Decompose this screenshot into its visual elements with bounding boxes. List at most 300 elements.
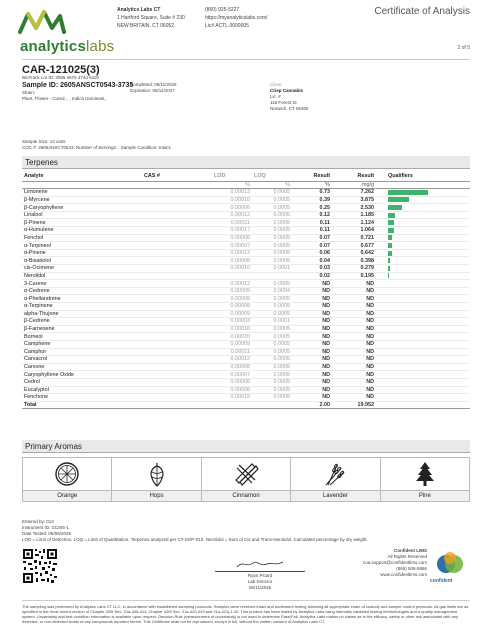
loq-value [252,272,292,280]
col-loq: LOQ [252,172,292,181]
analyte-name: Limonene [22,189,142,197]
analyte-name: Caryophyllene Oxide [22,371,142,379]
analyte-name: α-Terpineol [22,242,142,250]
result-pct: ND [292,378,332,386]
loq-value: 0.0005 [252,333,292,341]
lod-value: 0.00008 [212,257,252,265]
table-row [22,303,470,311]
lod-value: 0.00007 [212,371,252,379]
table-row [22,189,470,197]
qualifier-cell [376,196,470,204]
loq-value: 0.0005 [252,227,292,235]
analyte-name: α-Terpinene [22,303,142,311]
table-row [22,394,470,402]
qualifier-cell [376,348,470,356]
analyte-name: Camphene [22,340,142,348]
cas-number [142,318,212,326]
unit-loq: % [252,181,292,189]
analyte-name: β-Caryophyllene [22,204,142,212]
loq-value: 0.0005 [252,371,292,379]
loq-value: 0.0005 [252,348,292,356]
confident-logo-icon [432,551,468,577]
qr-code-icon[interactable] [22,548,58,584]
lab-contact [205,6,268,30]
biotrack-id: BioTrack Lot ID: 3065 4676 4744 6118 [22,75,99,80]
cas-number [142,196,212,204]
qualifier-cell [376,249,470,257]
lod-value: 0.00012 [212,249,252,257]
table-row [22,356,470,364]
dates-block [130,82,176,94]
qualifier-cell [376,363,470,371]
cas-number [142,280,212,288]
loq-value: 0.0005 [252,310,292,318]
lod-value: 0.00015 [212,394,252,402]
clims-rights: All Rights Reserved [387,554,427,559]
result-mgg: 0.279 [332,265,376,273]
matrix: Plant, Flower - Cured, , , Indica Dominant, [22,96,106,101]
lod-value: 0.00009 [212,310,252,318]
table-row [22,310,470,318]
units-row [22,181,470,189]
col-analyte: Analyte [22,172,142,181]
loq-value: 0.0005 [252,234,292,242]
table-row [22,196,470,204]
lod-value: 0.00020 [212,333,252,341]
analyte-name: β-Farnesene [22,325,142,333]
result-bar [388,251,392,256]
result-pct: 0.73 [292,189,332,197]
table-header-row [22,172,470,181]
result-pct: ND [292,340,332,348]
table-row [22,371,470,379]
result-mgg: ND [332,325,376,333]
cas-number [142,265,212,273]
table-row [22,211,470,219]
table-row [22,227,470,235]
table-row [22,340,470,348]
result-bar [388,190,428,195]
loq-value: 0.0005 [252,211,292,219]
clims-email[interactable]: coa.support@confidentlims.com [362,560,427,565]
result-pct: 0.06 [292,249,332,257]
result-mgg: ND [332,287,376,295]
lod-value: 0.00013 [212,189,252,197]
header-divider [22,59,470,60]
table-row [22,363,470,371]
analytics-labs-logo-icon [18,6,66,36]
loq-value: 0.0005 [252,356,292,364]
table-row [22,378,470,386]
loq-value: 0.0005 [252,196,292,204]
analyte-name: Linalool [22,211,142,219]
table-row [22,348,470,356]
result-mgg: 0.195 [332,272,376,280]
result-mgg: ND [332,310,376,318]
table-row [22,219,470,227]
table-row [22,280,470,288]
cas-number [142,249,212,257]
analyte-name: Nerolidol [22,272,142,280]
table-row [22,287,470,295]
qualifier-cell [376,265,470,273]
result-bar [388,235,392,240]
cas-number [142,356,212,364]
result-pct: ND [292,303,332,311]
result-pct: ND [292,287,332,295]
qualifier-cell [376,303,470,311]
total-pct: 2.00 [292,401,332,409]
lod-value: 0.00010 [212,265,252,273]
lod-value: 0.00008 [212,386,252,394]
analyte-name: β-Pinene [22,219,142,227]
cas-number [142,340,212,348]
terpenes-table [22,172,470,409]
lod-value: 0.00008 [212,363,252,371]
qualifier-cell [376,356,470,364]
entered-by: Entered by: 013 [22,519,54,524]
cas-number [142,348,212,356]
table-row [22,386,470,394]
result-bar [388,197,409,202]
result-pct: ND [292,386,332,394]
result-pct: ND [292,310,332,318]
result-pct: 0.11 [292,219,332,227]
strain-block [22,90,106,102]
client-block [270,82,308,112]
cas-number [142,287,212,295]
result-pct: ND [292,371,332,379]
lod-value: 0.00009 [212,287,252,295]
qualifier-cell [376,325,470,333]
result-mgg: ND [332,295,376,303]
aroma-label: Pine [381,490,469,501]
result-mgg: 7.262 [332,189,376,197]
table-row [22,272,470,280]
lod-value: 0.00012 [212,280,252,288]
result-pct: ND [292,394,332,402]
loq-value: 0.0001 [252,265,292,273]
total-mgg: 19.952 [332,401,376,409]
clims-web[interactable]: www.confidentlims.com [380,572,427,577]
signature-block [215,559,305,591]
cas-number [142,219,212,227]
result-pct: 0.04 [292,257,332,265]
qualifier-cell [376,340,470,348]
lab-website[interactable]: https://myanalyticslabs.com/ [205,15,268,21]
result-mgg: ND [332,394,376,402]
cas-number [142,325,212,333]
lod-value: 0.00008 [212,303,252,311]
result-pct: ND [292,280,332,288]
result-bar [388,266,390,271]
loq-value: 0.0005 [252,242,292,250]
cas-number [142,371,212,379]
result-mgg: ND [332,363,376,371]
cas-number [142,310,212,318]
loq-value: 0.0005 [252,325,292,333]
result-mgg: 1.124 [332,219,376,227]
sample-size: Sample Size: 13 units [22,139,66,144]
table-row [22,234,470,242]
col-result-mgg: Result [332,172,376,181]
loq-value: 0.0005 [252,219,292,227]
qualifier-cell [376,227,470,235]
client-name: Crisp Cannabis [270,88,304,93]
qualifier-cell [376,219,470,227]
analyte-name: Camphor [22,348,142,356]
loq-value: 0.0005 [252,394,292,402]
loq-value: 0.0005 [252,303,292,311]
lod-value: 0.00017 [212,227,252,235]
sample-id: Sample ID: 2605ANSCT0543-3735 [22,82,134,89]
table-row [22,204,470,212]
unit-result-mgg: mg/g [332,181,376,189]
cas-number [142,394,212,402]
qualifier-cell [376,272,470,280]
signer-title: Lab Director [247,579,273,584]
analyte-name: α-Pinene [22,249,142,257]
qualifier-cell [376,386,470,394]
logo-wordmark: analyticslabs [20,38,115,55]
result-pct: 0.11 [292,227,332,235]
unit-result-pct: % [292,181,332,189]
loq-value: 0.0005 [252,189,292,197]
date-tested: Date Tested: 05/06/2026 [22,531,71,536]
lab-phone: (860) 925-5227 [205,7,240,13]
analyte-name: β-Cedrene [22,318,142,326]
aroma-label: Cinnamon [202,490,290,501]
qualifier-cell [376,189,470,197]
table-row [22,333,470,341]
table-row [22,295,470,303]
cas-number [142,257,212,265]
result-pct: ND [292,348,332,356]
result-pct: ND [292,363,332,371]
loq-value: 0.0005 [252,280,292,288]
result-mgg: 0.677 [332,242,376,250]
qualifier-cell [376,371,470,379]
loq-value: 0.0005 [252,386,292,394]
total-label: Total [22,401,142,409]
cas-number [142,211,212,219]
cinnamon-icon [232,460,260,488]
col-qualifiers: Qualifiers [376,172,470,181]
loq-value: 0.0005 [252,249,292,257]
signature-icon [235,559,285,569]
result-pct: 0.39 [292,196,332,204]
lavender-icon [321,460,349,488]
loq-value: 0.0005 [252,257,292,265]
result-mgg: ND [332,280,376,288]
qualifier-cell [376,378,470,386]
lod-value: 0.00006 [212,378,252,386]
lab-address-2: NEW BRITAIN, CT 06052 [117,23,175,29]
result-pct: ND [292,325,332,333]
analyte-name: 3-Carene [22,280,142,288]
lod-value: 0.00011 [212,348,252,356]
result-mgg: 0.398 [332,257,376,265]
analyte-name: β-Myrcene [22,196,142,204]
analyte-name: α-Bisabolol [22,257,142,265]
cas-number [142,333,212,341]
lod-value: 0.00003 [212,318,252,326]
cas-number [142,378,212,386]
lab-name: Analytics Labs CT [117,7,161,13]
clims-phone: (866) 506-5866 [396,566,427,571]
result-mgg: ND [332,340,376,348]
total-row [22,401,470,409]
analyte-name: Fenchol [22,234,142,242]
col-cas: CAS # [142,172,212,181]
lod-value: 0.00006 [212,234,252,242]
aroma-item-lavender [291,458,380,501]
aroma-item-cinnamon [202,458,291,501]
lod-value: 0.00009 [212,295,252,303]
qualifier-cell [376,295,470,303]
client-license: Lic. # [270,94,281,99]
cas-number [142,272,212,280]
cas-number [142,234,212,242]
analyte-name: cis-Ocimene [22,265,142,273]
result-pct: 0.25 [292,204,332,212]
analyte-name: α-Cedrene [22,287,142,295]
result-bar [388,228,394,233]
lod-value: 0.00012 [212,356,252,364]
cas-number [142,386,212,394]
cas-number [142,295,212,303]
qualifier-cell [376,204,470,212]
cas-number [142,303,212,311]
loq-value: 0.0004 [252,287,292,295]
qualifier-cell [376,333,470,341]
analyte-name: Carvone [22,363,142,371]
result-bar [388,258,390,263]
analyte-name: Eucalyptol [22,386,142,394]
lab-license: Lic# ACTL.0000005 [205,23,249,29]
qualifier-cell [376,394,470,402]
loq-value: 0.0001 [252,318,292,326]
aroma-label: Orange [23,490,111,501]
confident-wordmark: confident [430,578,453,584]
result-pct: 0.03 [292,265,332,273]
coc-info: COC #: 2605ANSCT0543; Number of Servings: ; Sample Condition: Intact; [22,145,172,150]
aroma-label: Hops [112,490,200,501]
loq-value: 0.0005 [252,363,292,371]
result-mgg: ND [332,333,376,341]
sample-name: CAR-121025(3) [22,64,100,76]
test-meta [22,519,368,543]
result-pct: ND [292,318,332,326]
client-address-2: Norwich, CT 06360 [270,106,309,111]
result-pct: 0.02 [292,272,332,280]
table-row [22,318,470,326]
qualifier-cell [376,211,470,219]
lod-value: 0.00006 [212,204,252,212]
result-mgg: ND [332,303,376,311]
result-mgg: 0.642 [332,249,376,257]
col-lod: LOD [212,172,252,181]
lod-value [212,272,252,280]
qualifier-cell [376,318,470,326]
analyte-name: Cedrol [22,378,142,386]
result-mgg: ND [332,318,376,326]
result-mgg: ND [332,386,376,394]
analyte-name: alpha-Thujone [22,310,142,318]
result-pct: ND [292,356,332,364]
lod-value: 0.00012 [212,211,252,219]
pine-icon [411,460,439,488]
terpenes-table-body [22,181,470,409]
cas-number [142,363,212,371]
qualifier-cell [376,234,470,242]
sample-size-block [22,139,171,151]
page-number: 2 of 5 [457,45,470,51]
client-label: Client [270,82,282,87]
table-row [22,257,470,265]
loq-value: 0.0005 [252,340,292,348]
analyte-name: Carvacrol [22,356,142,364]
result-bar [388,220,394,225]
qualifier-cell [376,310,470,318]
loq-value: 0.0005 [252,378,292,386]
table-row [22,325,470,333]
result-mgg: ND [332,371,376,379]
aroma-item-hops [112,458,201,501]
result-pct: 0.07 [292,242,332,250]
hops-icon [143,460,171,488]
aromas-grid [22,457,470,502]
analyte-name: α-Humulene [22,227,142,235]
cas-number [142,189,212,197]
qualifier-cell [376,280,470,288]
lod-value: 0.00011 [212,219,252,227]
instrument-id: Instrument ID: GCMS-1 [22,525,70,530]
qualifier-cell [376,257,470,265]
clims-name: Confident LIMS [394,548,427,553]
result-mgg: 1.185 [332,211,376,219]
qualifier-cell [376,242,470,250]
result-bar [388,243,392,248]
analyte-name: Fenchone [22,394,142,402]
analyte-name: Borneol [22,333,142,341]
result-mgg: ND [332,378,376,386]
client-address-1: 115 Forest St [270,100,297,105]
signer-name: Ryan Picard [247,573,273,578]
result-bar [388,273,389,278]
qualifier-cell [376,287,470,295]
result-mgg: 0.721 [332,234,376,242]
result-mgg: ND [332,348,376,356]
method-notes: LOD = Limit of Detection, LOQ = Limit of Quantitation. Terpenes analyzed per CT-SOP-010. Nerolidol = Sum of Cis and Trans-Nerolidol. Calculated percentage by dry weight. [22,537,368,542]
result-mgg: 3.875 [332,196,376,204]
aroma-label: Lavender [291,490,379,501]
analyte-name: α-Phellandrene [22,295,142,303]
table-row [22,265,470,273]
result-bar [388,213,395,218]
loq-value: 0.0005 [252,204,292,212]
lod-value: 0.00009 [212,340,252,348]
result-bar [388,205,402,210]
sign-date: 05/11/2026 [248,585,272,590]
col-result-pct: Result [292,172,332,181]
aroma-item-orange [23,458,112,501]
completed-date: Completed: 05/11/2026 [130,82,177,87]
result-pct: 0.07 [292,234,332,242]
expiration-date: Expiration: 05/11/2027 [130,88,175,93]
strain-label: Strain: [22,90,36,95]
result-mgg: 2.530 [332,204,376,212]
